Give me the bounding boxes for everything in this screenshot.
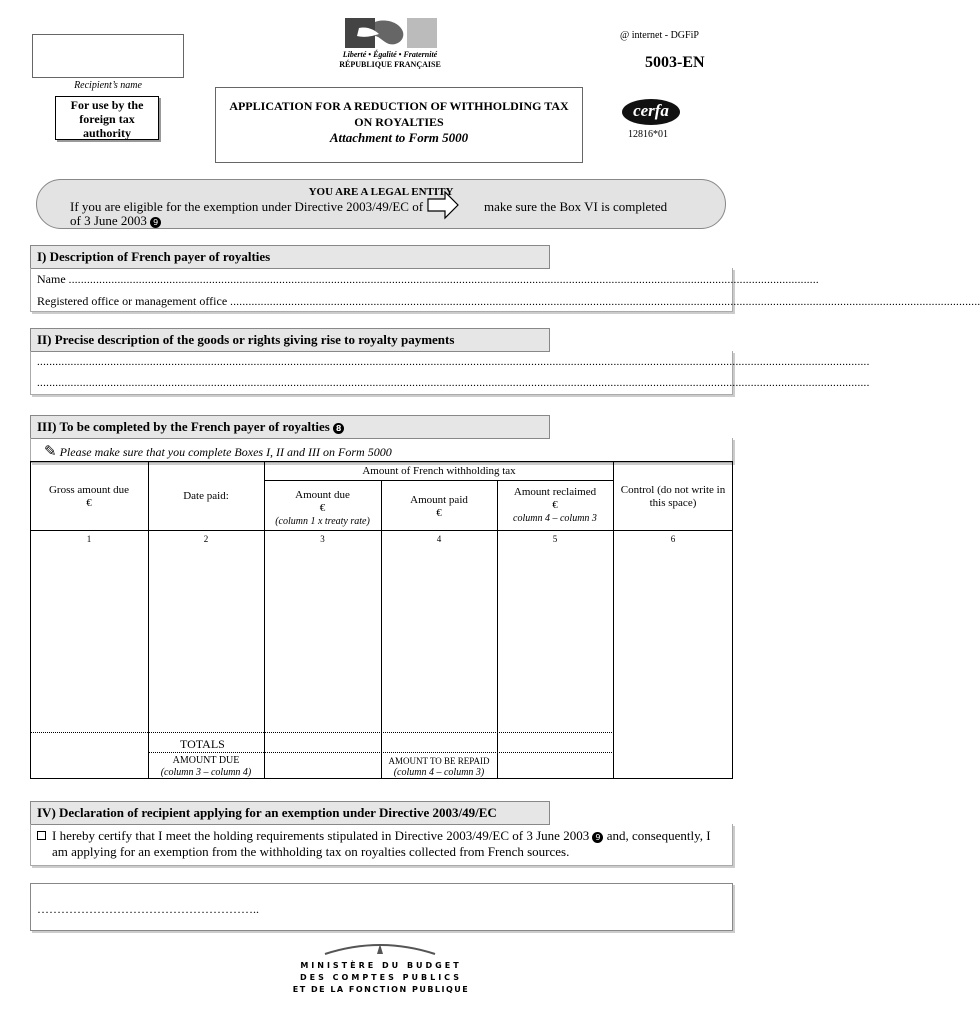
ministry-line2: DES COMPTES PUBLICS xyxy=(300,973,462,982)
col5-entry-area[interactable] xyxy=(498,545,613,731)
form-number: 5003-EN xyxy=(645,54,705,71)
col2-entry-area[interactable] xyxy=(149,545,264,731)
amount-repaid-formula: (column 4 – column 3) xyxy=(393,767,485,778)
description-line1[interactable]: ................................................................................................................................................................................................................................................................................. xyxy=(37,356,870,368)
declaration-statement xyxy=(52,828,728,860)
declaration-part2: and, consequently, I am applying for an exemption from the withholding tax on royalties collected from French sources. xyxy=(52,828,711,859)
col3-entry-area[interactable] xyxy=(265,545,381,731)
totals-row-line xyxy=(30,732,614,734)
republic-label: RÉPUBLIQUE FRANÇAISE xyxy=(339,60,441,69)
col1-unit: € xyxy=(86,497,92,509)
col4-number: 4 xyxy=(436,534,442,544)
banner-line2 xyxy=(70,213,161,229)
foreign-tax-authority-label: For use by the foreign tax authority xyxy=(70,98,144,140)
col4-label: Amount paid xyxy=(410,494,468,506)
col5-note: column 4 – column 3 xyxy=(513,513,597,524)
section3-title-text: III) To be completed by the French payer of royalties xyxy=(37,419,330,434)
exemption-checkbox[interactable] xyxy=(37,831,46,840)
cerfa-logo-text: cerfa xyxy=(633,101,669,120)
ref-8-icon: 8 xyxy=(333,423,344,434)
ref-9-icon: 9 xyxy=(150,217,161,228)
amount-header-line xyxy=(264,480,614,481)
amount-due-formula: (column 3 – column 4) xyxy=(160,767,252,778)
payer-office-label: Registered office or management office xyxy=(37,294,228,308)
payer-name-dots: ...................................................................................................................................................................................................................................................... xyxy=(68,274,819,286)
section3-note-text: Please make sure that you complete Boxes I, II and III on Form 5000 xyxy=(59,445,392,459)
col3-note: (column 1 x treaty rate) xyxy=(275,516,370,527)
form-title xyxy=(215,98,583,146)
col3-unit: € xyxy=(319,502,326,514)
col6-number: 6 xyxy=(670,534,676,544)
col6-header xyxy=(613,484,733,510)
amount-header: Amount of French withholding tax xyxy=(362,465,516,477)
cerfa-logo xyxy=(622,99,680,125)
section1-title: I) Description of French payer of royalties xyxy=(30,245,550,269)
internet-label: @ internet - DGFiP xyxy=(620,30,699,41)
col2-number: 2 xyxy=(203,534,209,544)
ministry-arc-logo xyxy=(320,940,440,956)
col4-entry-area[interactable] xyxy=(382,545,497,731)
declaration-part1: I hereby certify that I meet the holding requirements stipulated in Directive 2003/49/EC of 3 June 2003 xyxy=(52,828,590,843)
cerfa-number: 12816*01 xyxy=(628,129,668,140)
pencil-icon: ✎ xyxy=(44,444,57,460)
section3-note xyxy=(44,442,392,461)
totals-label: TOTALS xyxy=(180,737,225,751)
description-line2[interactable]: ................................................................................................................................................................................................................................................................................. xyxy=(37,377,870,389)
ministry-line1: MINISTÈRE DU BUDGET xyxy=(300,961,462,970)
col1-label: Gross amount due xyxy=(48,484,130,496)
ref-9-icon: 9 xyxy=(592,832,603,843)
recipient-name-label: Recipient’s name xyxy=(74,80,142,91)
signature-dots: ……………………………………………….. xyxy=(37,902,259,916)
banner-heading: YOU ARE A LEGAL ENTITY xyxy=(308,186,454,198)
amount-repaid-total xyxy=(381,755,497,779)
col3-label: Amount due xyxy=(295,489,350,501)
header-row-line xyxy=(30,530,733,531)
arrow-right-icon xyxy=(427,191,459,219)
col2-label: Date paid: xyxy=(183,490,229,502)
col1-entry-area[interactable] xyxy=(31,545,148,731)
ministry-name xyxy=(270,960,492,996)
col5-label: Amount reclaimed xyxy=(513,486,597,498)
banner-right: make sure the Box VI is completed xyxy=(484,199,668,214)
ministry-line3: ET DE LA FONCTION PUBLIQUE xyxy=(292,985,470,994)
col4-unit: € xyxy=(436,507,442,519)
col5-number: 5 xyxy=(552,534,558,544)
payer-office-field[interactable] xyxy=(37,294,980,309)
marianne-logo xyxy=(345,18,437,50)
col3-number: 3 xyxy=(320,534,325,544)
amount-repaid-label: AMOUNT TO BE REPAID xyxy=(388,756,490,766)
totals-sub-line xyxy=(148,752,614,754)
section3-title xyxy=(30,415,550,439)
banner-line1: If you are eligible for the exemption under Directive 2003/49/EC of xyxy=(70,199,424,214)
form-title-line2: ON ROYALTIES xyxy=(354,115,444,129)
col1-header xyxy=(30,484,148,510)
recipient-name-box[interactable] xyxy=(32,34,184,78)
col2-header xyxy=(148,490,264,503)
section2-title: II) Precise description of the goods or rights giving rise to royalty payments xyxy=(30,328,550,352)
amount-due-label: AMOUNT DUE xyxy=(172,755,240,766)
motto: Liberté • Égalité • Fraternité xyxy=(342,50,438,59)
col3-header xyxy=(264,489,381,528)
col1-number: 1 xyxy=(86,534,92,544)
col5-unit: € xyxy=(552,499,558,511)
amount-due-total xyxy=(148,755,264,779)
payer-name-field[interactable] xyxy=(37,272,819,287)
form-subtitle: Attachment to Form 5000 xyxy=(329,130,469,145)
banner-line2-text: of 3 June 2003 xyxy=(70,213,147,228)
col4-header xyxy=(381,494,497,520)
payer-office-dots: ...................................................................................................................................................................................................................................................... xyxy=(230,296,980,308)
payer-name-label: Name xyxy=(37,272,66,286)
col5-header xyxy=(497,486,613,525)
section4-title: IV) Declaration of recipient applying for an exemption under Directive 2003/49/EC xyxy=(30,801,550,825)
col6-label: Control (do not write in this space) xyxy=(620,484,726,509)
form-title-line1: APPLICATION FOR A REDUCTION OF WITHHOLDING TAX xyxy=(229,99,569,113)
